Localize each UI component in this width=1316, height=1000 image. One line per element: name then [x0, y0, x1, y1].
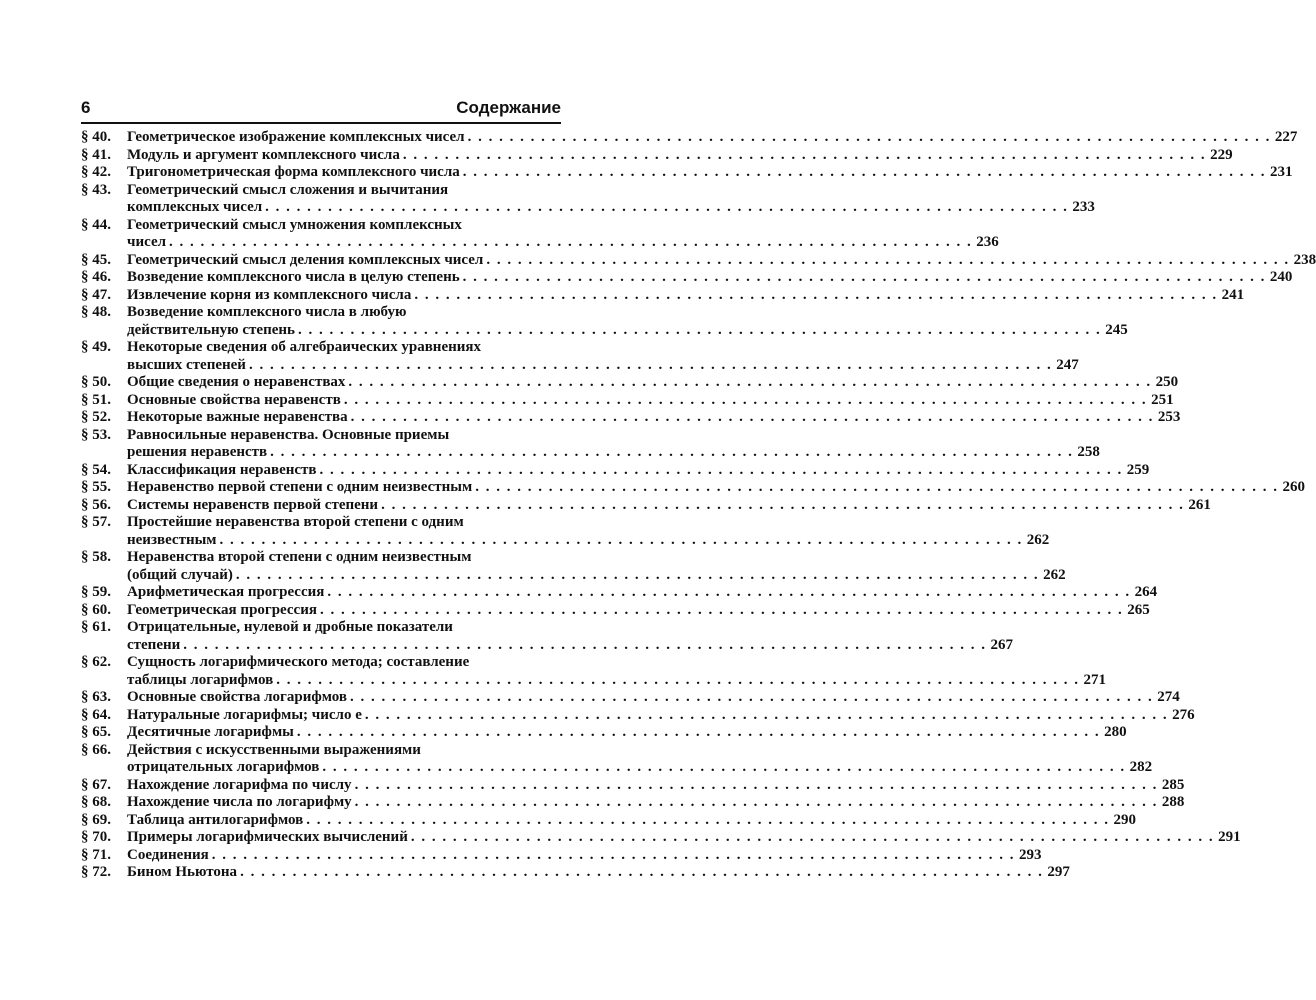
toc-entry [81, 374, 1179, 392]
page-ref: 227 [1274, 129, 1298, 145]
section-number: § 58. [81, 549, 111, 565]
dot-leader [322, 759, 1125, 777]
dot-leader [320, 602, 1123, 620]
toc-entry [81, 514, 1050, 549]
toc-entry [81, 269, 1293, 287]
entry-title-line: комплексных чисел [127, 199, 263, 215]
header-rule [81, 122, 561, 124]
section-number: § 42. [81, 164, 111, 180]
dot-leader [463, 164, 1266, 182]
toc-entry [81, 846, 1042, 865]
dot-leader [212, 847, 1015, 865]
page-number: 6 [81, 98, 91, 117]
toc-entry [81, 619, 1014, 654]
dot-leader [411, 829, 1214, 847]
section-number: § 48. [81, 304, 111, 320]
toc-entry [81, 601, 1150, 620]
entry-title-line: Неравенства второй степени с одним неизвестным [127, 549, 472, 565]
entry-title-line: таблицы логарифмов [127, 671, 274, 688]
toc-entry [81, 426, 1100, 462]
page-ref: 247 [1056, 356, 1079, 373]
page-ref: 260 [1282, 479, 1305, 495]
toc-entry [81, 461, 1150, 480]
toc-entry [81, 391, 1174, 410]
section-number: § 60. [81, 601, 111, 618]
toc-entry [81, 409, 1181, 427]
entry-title-line: Геометрическое изображение комплексных чисел [127, 129, 465, 145]
page-ref: 245 [1105, 321, 1128, 338]
page-ref: 250 [1155, 374, 1179, 390]
toc-entry [81, 706, 1195, 725]
page-header [81, 98, 561, 120]
dot-leader [486, 252, 1289, 270]
dot-leader [468, 129, 1271, 147]
entry-title-line: Неравенство первой степени с одним неизвестным [127, 479, 473, 495]
dot-leader [344, 392, 1147, 410]
section-number: § 40. [81, 129, 111, 145]
page-ref: 233 [1072, 199, 1095, 215]
entry-title-line: Некоторые важные неравенства [127, 409, 348, 425]
page-ref: 297 [1047, 864, 1070, 880]
entry-title-line: Извлечение корня из комплексного числа [127, 286, 412, 303]
toc-entry [81, 829, 1241, 847]
entry-title-line: Арифметическая прогрессия [127, 584, 325, 600]
page-ref: 258 [1077, 444, 1100, 460]
section-number: § 70. [81, 829, 111, 845]
page-ref: 238 [1293, 251, 1316, 268]
toc-entry [81, 794, 1185, 812]
toc-entry [81, 654, 1106, 689]
dot-leader [463, 269, 1266, 287]
entry-title-line: Некоторые сведения об алгебраических уравнениях [127, 339, 482, 355]
toc-entry [81, 286, 1245, 305]
entry-title-line: Основные свойства логарифмов [127, 689, 347, 705]
page-ref: 231 [1270, 164, 1293, 180]
section-number: § 49. [81, 339, 111, 355]
entry-title-line: Простейшие неравенства второй степени с одним [127, 514, 464, 530]
entry-title-line: высших степеней [127, 356, 246, 373]
entry-title-line: Таблица антилогарифмов [127, 811, 304, 828]
page-ref: 271 [1083, 671, 1106, 688]
section-number: § 59. [81, 584, 111, 600]
dot-leader [306, 812, 1109, 830]
dot-leader [365, 707, 1168, 725]
section-number: § 45. [81, 251, 111, 268]
page-ref: 293 [1018, 846, 1042, 863]
entry-title-line: Соединения [127, 846, 209, 863]
toc-entry [81, 724, 1127, 742]
page-ref: 285 [1161, 776, 1185, 793]
page-ref: 290 [1113, 811, 1136, 828]
entry-title-line: Возведение комплексного числа в любую [127, 304, 407, 320]
dot-leader [355, 777, 1158, 795]
section-number: § 52. [81, 409, 111, 425]
entry-title-line: чисел [127, 234, 167, 250]
page-ref: 291 [1218, 829, 1241, 845]
page-ref: 259 [1126, 461, 1150, 478]
section-number: § 72. [81, 864, 111, 880]
page-ref: 236 [976, 234, 999, 250]
entry-title-line: степени [127, 636, 181, 653]
entry-title-line: Отрицательные, нулевой и дробные показатели [127, 619, 453, 635]
section-number: § 71. [81, 846, 111, 863]
entry-title-line: Геометрический смысл умножения комплексных [127, 216, 462, 233]
section-number: § 61. [81, 619, 111, 635]
entry-title-line: Равносильные неравенства. Основные приемы [127, 426, 450, 443]
dot-leader [475, 479, 1278, 497]
section-number: § 53. [81, 426, 111, 443]
table-of-contents [81, 129, 1316, 882]
page-ref: 262 [1043, 566, 1066, 583]
toc-entry [81, 129, 1298, 147]
page-ref: 262 [1026, 531, 1050, 548]
entry-title-line: Модуль и аргумент комплексного числа [127, 146, 400, 163]
toc-entry [81, 584, 1158, 602]
dot-leader [220, 532, 1023, 550]
entry-title-line: Нахождение логарифма по числу [127, 776, 352, 793]
toc-entry [81, 181, 1095, 217]
entry-title-line: Общие сведения о неравенствах [127, 374, 346, 390]
dot-leader [270, 444, 1073, 462]
dot-leader [403, 147, 1206, 165]
dot-leader [169, 234, 972, 252]
entry-title-line: Бином Ньютона [127, 864, 238, 880]
page-ref: 240 [1269, 269, 1293, 285]
running-title: Содержание [456, 98, 561, 117]
dot-leader [236, 567, 1039, 585]
toc-entry [81, 776, 1185, 795]
section-number: § 57. [81, 514, 111, 530]
toc-entry [81, 339, 1079, 374]
page-ref: 229 [1210, 146, 1233, 163]
entry-title-line: Системы неравенств первой степени [127, 496, 379, 513]
entry-title-line: Возведение комплексного числа в целую степень [127, 269, 460, 285]
page-ref: 288 [1161, 794, 1185, 810]
toc-entry [81, 216, 999, 252]
dot-leader [183, 637, 986, 655]
entry-title-line: отрицательных логарифмов [127, 759, 320, 775]
toc-entry [81, 251, 1316, 270]
dot-leader [414, 287, 1217, 305]
section-number: § 43. [81, 181, 111, 198]
entry-title-line: Действия с искусственными выражениями [127, 741, 421, 758]
page-ref: 267 [990, 636, 1014, 653]
entry-title-line: Классификация неравенств [127, 461, 317, 478]
entry-title-line: Тригонометрическая форма комплексного числа [127, 164, 460, 180]
toc-entry [81, 811, 1136, 830]
section-number: § 65. [81, 724, 111, 740]
entry-title-line: (общий случай) [127, 566, 233, 583]
toc-entry [81, 496, 1211, 515]
entry-title-line: Сущность логарифмического метода; составление [127, 654, 470, 670]
section-number: § 50. [81, 374, 111, 390]
page-ref: 261 [1188, 496, 1211, 513]
page-ref: 274 [1157, 689, 1180, 705]
toc-entry [81, 479, 1305, 497]
toc-entry [81, 549, 1066, 584]
section-number: § 69. [81, 811, 111, 828]
dot-leader [276, 672, 1079, 690]
dot-leader [381, 497, 1184, 515]
dot-leader [249, 357, 1052, 375]
dot-leader [350, 689, 1153, 707]
dot-leader [298, 322, 1101, 340]
entry-title-line: Натуральные логарифмы; число е [127, 706, 362, 723]
entry-title-line: неизвестным [127, 531, 217, 548]
toc-entry [81, 741, 1153, 777]
dot-leader [348, 374, 1151, 392]
entry-title-line: Геометрическая прогрессия [127, 601, 317, 618]
page-ref: 265 [1127, 601, 1150, 618]
entry-title-line: Геометрический смысл деления комплексных чисел [127, 251, 484, 268]
dot-leader [327, 584, 1130, 602]
section-number: § 67. [81, 776, 111, 793]
section-number: § 46. [81, 269, 111, 285]
section-number: § 63. [81, 689, 111, 705]
section-number: § 66. [81, 741, 111, 758]
page-ref: 251 [1151, 391, 1174, 408]
page-ref: 241 [1221, 286, 1245, 303]
section-number: § 62. [81, 654, 111, 670]
section-number: § 56. [81, 496, 111, 513]
entry-title-line: Примеры логарифмических вычислений [127, 829, 408, 845]
section-number: § 64. [81, 706, 111, 723]
toc-entry [81, 864, 1070, 882]
toc-entry [81, 304, 1128, 339]
section-number: § 44. [81, 216, 111, 233]
dot-leader [265, 199, 1068, 217]
dot-leader [320, 462, 1123, 480]
page-ref: 280 [1104, 724, 1127, 740]
section-number: § 55. [81, 479, 111, 495]
page-ref: 264 [1134, 584, 1158, 600]
toc-entry [81, 146, 1233, 165]
toc-entry [81, 689, 1180, 707]
entry-title-line: Геометрический смысл сложения и вычитания [127, 181, 449, 198]
page-ref: 276 [1172, 706, 1195, 723]
dot-leader [355, 794, 1158, 812]
dot-leader [351, 409, 1154, 427]
section-number: § 47. [81, 286, 111, 303]
entry-title-line: Основные свойства неравенств [127, 391, 341, 408]
section-number: § 54. [81, 461, 111, 478]
dot-leader [297, 724, 1100, 742]
page-ref: 282 [1129, 759, 1153, 775]
entry-title-line: Десятичные логарифмы [127, 724, 294, 740]
section-number: § 51. [81, 391, 111, 408]
section-number: § 68. [81, 794, 111, 810]
entry-title-line: решения неравенств [127, 444, 268, 460]
toc-entry [81, 164, 1293, 182]
entry-title-line: действительную степень [127, 321, 295, 338]
dot-leader [240, 864, 1043, 882]
entry-title-line: Нахождение числа по логарифму [127, 794, 352, 810]
page-ref: 253 [1157, 409, 1181, 425]
section-number: § 41. [81, 146, 111, 163]
